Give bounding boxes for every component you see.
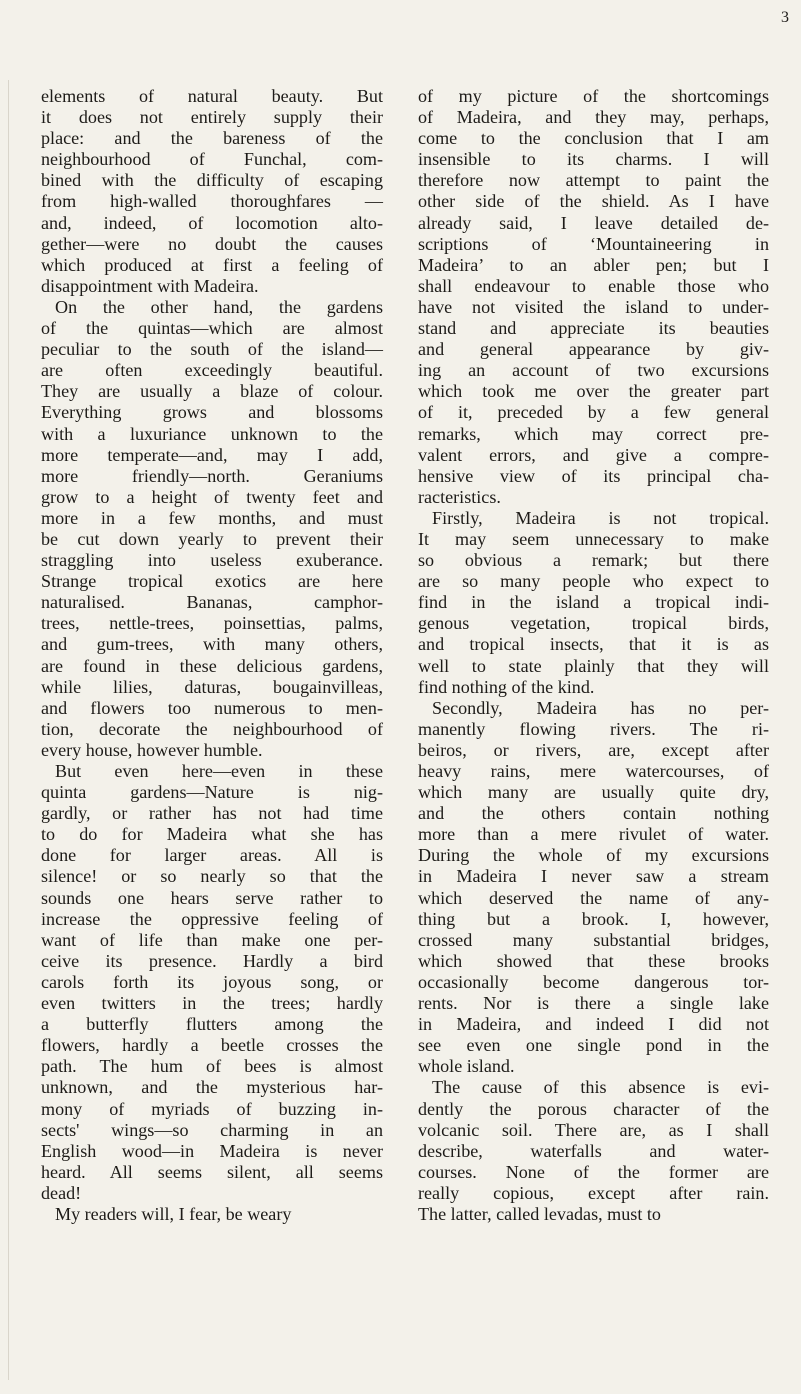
- text-line: path. The hum of bees is almost: [41, 1056, 383, 1077]
- text-line: have not visited the island to under-: [418, 296, 769, 317]
- left-text-column: [41, 86, 383, 1225]
- text-line: But even here—even in these: [55, 761, 383, 781]
- text-line: rents. Nor is there a single lake: [418, 993, 769, 1014]
- text-line: neighbourhood of Funchal, com-: [41, 149, 383, 170]
- text-line: find nothing of the kind.: [418, 676, 595, 697]
- text-line: peculiar to the south of the island—: [41, 339, 383, 360]
- text-line: of the quintas—which are almost: [41, 318, 383, 339]
- text-line: which produced at first a feeling of: [41, 254, 383, 275]
- text-line: see even one single pond in the: [418, 1035, 769, 1056]
- text-line: describe, waterfalls and water-: [418, 1140, 769, 1161]
- text-line: and, indeed, of locomotion alto-: [41, 212, 383, 233]
- text-line: and general appearance by giv-: [418, 339, 769, 360]
- text-line: from high-walled thoroughfares —: [41, 191, 383, 212]
- text-line: It may seem unnecessary to make: [418, 528, 769, 549]
- text-line: so obvious a remark; but there: [418, 550, 769, 571]
- text-line: flowers, hardly a beetle crosses the: [41, 1035, 383, 1056]
- text-line: more temperate—and, may I add,: [41, 444, 383, 465]
- text-line: whole island.: [418, 1056, 515, 1077]
- text-line: find in the island a tropical indi-: [418, 592, 769, 613]
- text-line: Strange tropical exotics are here: [41, 571, 383, 592]
- text-line: English wood—in Madeira is never: [41, 1140, 383, 1161]
- text-line: trees, nettle-trees, poinsettias, palms,: [41, 613, 383, 634]
- text-line: are so many people who expect to: [418, 571, 769, 592]
- text-line: of it, preceded by a few general: [418, 402, 769, 423]
- text-line: sects' wings—so charming in an: [41, 1119, 383, 1140]
- text-line: heard. All seems silent, all seems: [41, 1161, 383, 1182]
- text-line: ceive its presence. Hardly a bird: [41, 950, 383, 971]
- text-line: Secondly, Madeira has no per-: [432, 697, 769, 718]
- text-line: Madeira’ to an abler pen; but I: [418, 254, 769, 275]
- text-line: bined with the difficulty of escaping: [41, 170, 383, 191]
- text-line: are found in these delicious gardens,: [41, 655, 383, 676]
- text-line: heavy rains, mere watercourses, of: [418, 761, 769, 781]
- text-line: shall endeavour to enable those who: [418, 275, 769, 296]
- text-line: The latter, called levadas, must to: [418, 1203, 661, 1224]
- text-line: which deserved the name of any-: [418, 887, 769, 908]
- text-line: done for larger areas. All is: [41, 845, 383, 866]
- text-line: disappointment with Madeira.: [41, 275, 259, 296]
- text-line: gardly, or rather has not had time: [41, 803, 383, 824]
- text-line: thing but a brook. I, however,: [418, 908, 769, 929]
- text-line: in Madeira I never saw a stream: [418, 866, 769, 887]
- text-line: manently flowing rivers. The ri-: [418, 718, 769, 739]
- text-line: mony of myriads of buzzing in-: [41, 1098, 383, 1119]
- text-line: and the others contain nothing: [418, 803, 769, 824]
- text-line: grow to a height of twenty feet and: [41, 486, 383, 507]
- text-line: The cause of this absence is evi-: [432, 1077, 769, 1098]
- text-line: racteristics.: [418, 486, 501, 507]
- text-line: Everything grows and blossoms: [41, 402, 383, 423]
- text-line: crossed many substantial bridges,: [418, 929, 769, 950]
- text-line: Firstly, Madeira is not tropical.: [432, 507, 769, 528]
- text-line: want of life than make one per-: [41, 929, 383, 950]
- text-line: carols forth its joyous song, or: [41, 971, 383, 992]
- text-line: more in a few months, and must: [41, 507, 383, 528]
- text-line: more than a mere rivulet of water.: [418, 824, 769, 845]
- text-line: sounds one hears serve rather to: [41, 887, 383, 908]
- text-line: which many are usually quite dry,: [418, 782, 769, 803]
- text-line: occasionally become dangerous tor-: [418, 971, 769, 992]
- text-line: ing an account of two excursions: [418, 360, 769, 381]
- text-line: volcanic soil. There are, as I shall: [418, 1119, 769, 1140]
- page-number: 3: [781, 9, 789, 26]
- text-line: to do for Madeira what she has: [41, 824, 383, 845]
- text-line: insensible to its charms. I will: [418, 149, 769, 170]
- text-line: and tropical insects, that it is as: [418, 634, 769, 655]
- text-line: dently the porous character of the: [418, 1098, 769, 1119]
- text-line: which took me over the greater part: [418, 381, 769, 402]
- text-line: of Madeira, and they may, perhaps,: [418, 107, 769, 128]
- text-line: every house, however humble.: [41, 739, 263, 760]
- text-line: it does not entirely supply their: [41, 107, 383, 128]
- text-line: more friendly—north. Geraniums: [41, 465, 383, 486]
- text-line: My readers will, I fear, be weary: [55, 1203, 292, 1224]
- text-line: stand and appreciate its beauties: [418, 318, 769, 339]
- text-line: quinta gardens—Nature is nig-: [41, 782, 383, 803]
- text-line: of my picture of the shortcomings: [418, 86, 769, 106]
- text-line: unknown, and the mysterious har-: [41, 1077, 383, 1098]
- text-line: place: and the bareness of the: [41, 128, 383, 149]
- text-line: courses. None of the former are: [418, 1161, 769, 1182]
- text-line: On the other hand, the gardens: [55, 296, 383, 317]
- text-line: even twitters in the trees; hardly: [41, 993, 383, 1014]
- text-line: gether—were no doubt the causes: [41, 233, 383, 254]
- text-line: They are usually a blaze of colour.: [41, 381, 383, 402]
- right-text-column: [418, 86, 769, 1225]
- text-line: a butterfly flutters among the: [41, 1014, 383, 1035]
- text-line: come to the conclusion that I am: [418, 128, 769, 149]
- text-line: beiros, or rivers, are, except after: [418, 739, 769, 760]
- text-line: dead!: [41, 1182, 82, 1203]
- text-line: and flowers too numerous to men-: [41, 697, 383, 718]
- page-edge-rule: [8, 80, 9, 1380]
- text-line: while lilies, daturas, bougainvilleas,: [41, 676, 383, 697]
- text-line: be cut down yearly to prevent their: [41, 528, 383, 549]
- text-line: well to state plainly that they will: [418, 655, 769, 676]
- text-line: hensive view of its principal cha-: [418, 465, 769, 486]
- text-line: tion, decorate the neighbourhood of: [41, 718, 383, 739]
- text-line: are often exceedingly beautiful.: [41, 360, 383, 381]
- text-line: scriptions of ‘Mountaineering in: [418, 233, 769, 254]
- text-line: in Madeira, and indeed I did not: [418, 1014, 769, 1035]
- text-line: silence! or so nearly so that the: [41, 866, 383, 887]
- text-line: elements of natural beauty. But: [41, 86, 383, 106]
- text-line: increase the oppressive feeling of: [41, 908, 383, 929]
- text-line: remarks, which may correct pre-: [418, 423, 769, 444]
- text-line: and gum-trees, with many others,: [41, 634, 383, 655]
- text-line: other side of the shield. As I have: [418, 191, 769, 212]
- text-line: genous vegetation, tropical birds,: [418, 613, 769, 634]
- text-line: therefore now attempt to paint the: [418, 170, 769, 191]
- text-line: already said, I leave detailed de-: [418, 212, 769, 233]
- text-line: During the whole of my excursions: [418, 845, 769, 866]
- text-line: which showed that these brooks: [418, 950, 769, 971]
- text-line: with a luxuriance unknown to the: [41, 423, 383, 444]
- text-line: naturalised. Bananas, camphor-: [41, 592, 383, 613]
- text-line: valent errors, and give a compre-: [418, 444, 769, 465]
- text-line: straggling into useless exuberance.: [41, 550, 383, 571]
- text-line: really copious, except after rain.: [418, 1182, 769, 1203]
